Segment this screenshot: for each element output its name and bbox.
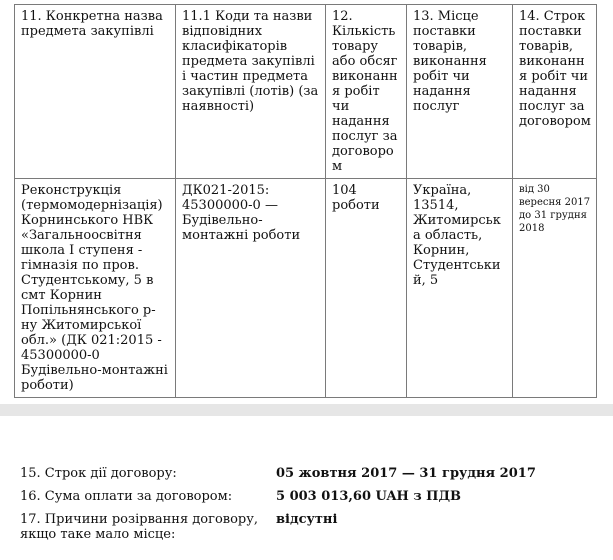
summary-value: 5 003 013,60 UAH з ПДВ [276, 489, 461, 504]
header-subject-name: 11. Конкретна назва предмета закупівлі [15, 5, 176, 179]
summary-value: відсутні [276, 512, 338, 527]
summary-label: 16. Сума оплати за договором: [20, 489, 233, 504]
contract-summary [20, 466, 600, 550]
summary-row-contract-term [20, 466, 600, 481]
cell-delivery-term: від 30 вересня 2017 до 31 грудня 2018 [513, 179, 597, 398]
cell-subject-name: Реконструкція (термомодернізація) Корнинського НВК «Загальноосвітня школа I ступеня - гімназія по пров. Студентському, 5 в смт Корнин Попільнянського р-ну Житомирської обл.» (ДК 021:2015 - 45300000-0 Будівельно-монтажні роботи) [15, 179, 176, 398]
header-classifier-codes: 11.1 Коди та назви відповідних класифікаторів предмета закупівлі і частин предмета закупівлі (лотів) (за наявності) [176, 5, 326, 179]
cell-classifier-code: ДК021-2015: 45300000-0 — Будівельно-монтажні роботи [176, 179, 326, 398]
summary-label: 17. Причини розірвання договору, якщо таке мало місце: [20, 512, 259, 542]
header-delivery-term: 14. Строк поставки товарів, виконання робіт чи надання послуг за договором [513, 5, 597, 179]
procurement-table [14, 4, 597, 398]
cell-delivery-place: Україна, 13514, Житомирська область, Корнин, Студентський, 5 [407, 179, 513, 398]
table-header-row [15, 5, 597, 179]
table-row [15, 179, 597, 398]
summary-row-payment-amount [20, 489, 600, 504]
summary-label: 15. Строк дії договору: [20, 466, 177, 481]
header-quantity: 12. Кількість товару або обсяг виконання робіт чи надання послуг за договором [326, 5, 407, 179]
section-divider [0, 404, 613, 416]
summary-row-termination-reasons [20, 512, 600, 542]
header-delivery-place: 13. Місце поставки товарів, виконання робіт чи надання послуг [407, 5, 513, 179]
cell-quantity: 104 роботи [326, 179, 407, 398]
summary-value: 05 жовтня 2017 — 31 грудня 2017 [276, 466, 536, 481]
